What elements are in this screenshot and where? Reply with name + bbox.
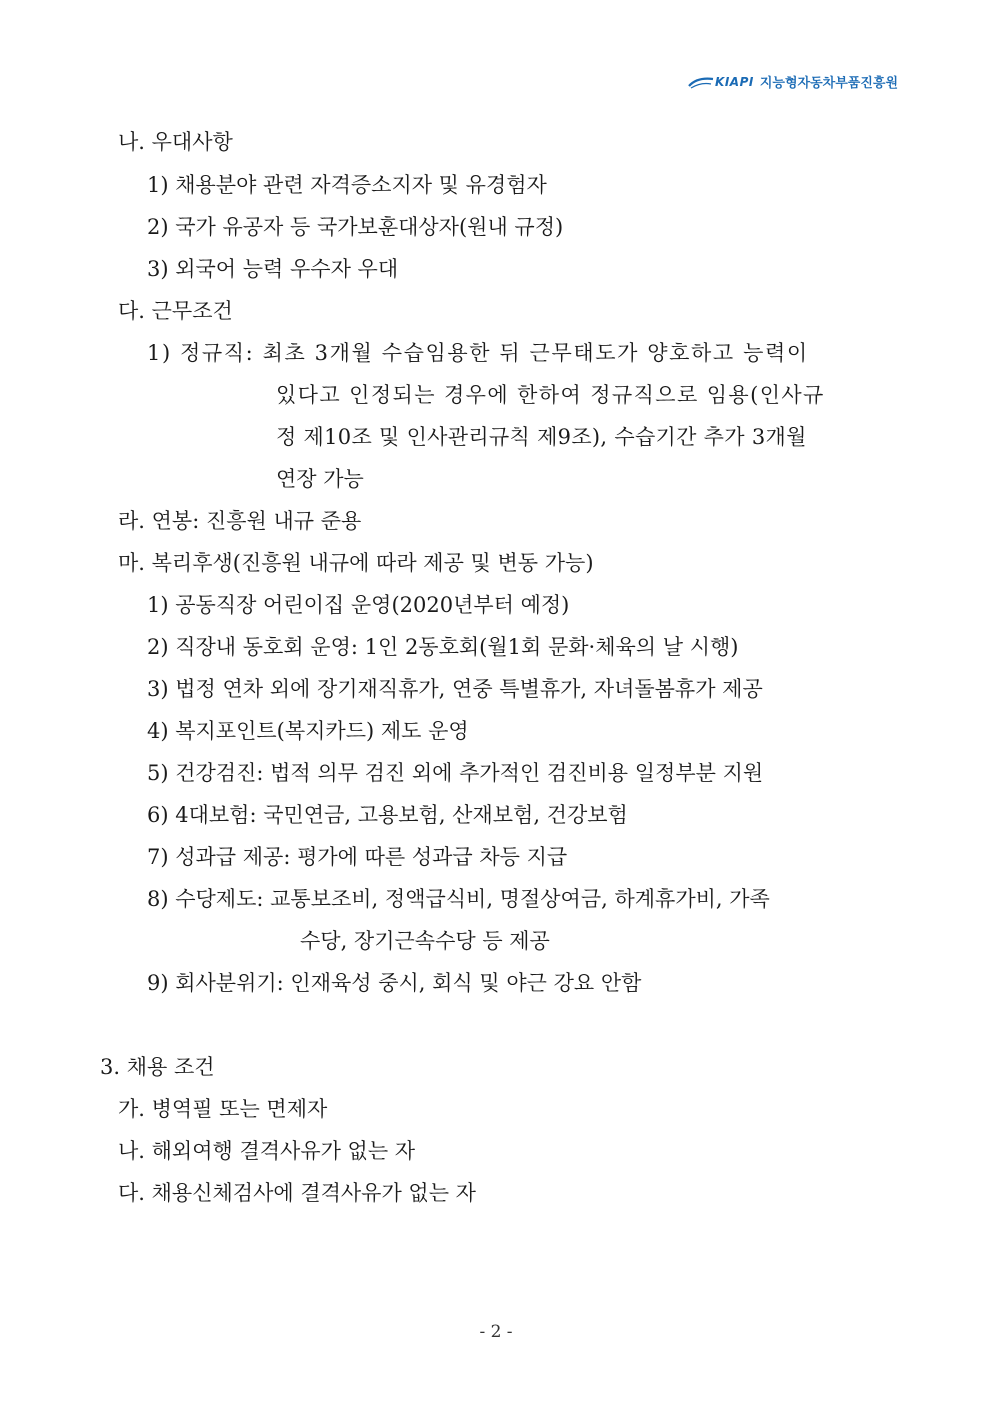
chapter-heading: 3. 채용 조건 xyxy=(100,1055,215,1079)
list-item: 3) 외국어 능력 우수자 우대 xyxy=(147,257,399,281)
list-item: 6) 4대보험: 국민연금, 고용보험, 산재보험, 건강보험 xyxy=(147,803,628,827)
section-heading: 다. 채용신체검사에 결격사유가 없는 자 xyxy=(118,1181,476,1205)
section-heading: 마. 복리후생(진흥원 내규에 따라 제공 및 변동 가능) xyxy=(118,551,594,575)
list-item: 4) 복지포인트(복지카드) 제도 운영 xyxy=(147,719,469,743)
section-heading: 다. 근무조건 xyxy=(118,299,233,323)
section-heading: 나. 우대사항 xyxy=(118,130,233,154)
kiapi-logo xyxy=(687,73,754,91)
section-heading: 나. 해외여행 결격사유가 없는 자 xyxy=(118,1139,416,1163)
logo-text: KIAPI xyxy=(715,74,754,89)
section-heading: 가. 병역필 또는 면제자 xyxy=(118,1097,328,1121)
list-item-continuation: 연장 가능 xyxy=(276,467,364,491)
list-item: 1) 채용분야 관련 자격증소지자 및 유경험자 xyxy=(147,173,547,197)
page-number: - 2 - xyxy=(479,1322,513,1342)
list-item-continuation: 정 제10조 및 인사관리규칙 제9조), 수습기간 추가 3개월 xyxy=(276,425,807,449)
org-name: 지능형자동차부품진흥원 xyxy=(759,76,898,91)
list-item: 3) 법정 연차 외에 장기재직휴가, 연중 특별휴가, 자녀돌봄휴가 제공 xyxy=(147,677,763,701)
list-item-continuation: 있다고 인정되는 경우에 한하여 정규직으로 임용(인사규 xyxy=(276,383,825,407)
list-item: 5) 건강검진: 법적 의무 검진 외에 추가적인 검진비용 일정부분 지원 xyxy=(147,761,764,785)
list-item: 7) 성과급 제공: 평가에 따른 성과급 차등 지급 xyxy=(147,845,568,869)
list-item: 1) 정규직: 최초 3개월 수습임용한 뒤 근무태도가 양호하고 능력이 xyxy=(147,341,809,365)
page-header xyxy=(687,72,898,91)
list-item: 8) 수당제도: 교통보조비, 정액급식비, 명절상여금, 하계휴가비, 가족 xyxy=(147,887,770,911)
list-item: 1) 공동직장 어린이집 운영(2020년부터 예정) xyxy=(147,593,570,617)
list-item: 2) 국가 유공자 등 국가보훈대상자(원내 규정) xyxy=(147,215,564,239)
section-heading: 라. 연봉: 진흥원 내규 준용 xyxy=(118,509,362,533)
list-item: 9) 회사분위기: 인재육성 중시, 회식 및 야근 강요 안함 xyxy=(147,971,642,995)
swoosh-icon xyxy=(687,73,715,91)
list-item-continuation: 수당, 장기근속수당 등 제공 xyxy=(300,929,550,953)
list-item: 2) 직장내 동호회 운영: 1인 2동호회(월1회 문화·체육의 날 시행) xyxy=(147,635,739,659)
